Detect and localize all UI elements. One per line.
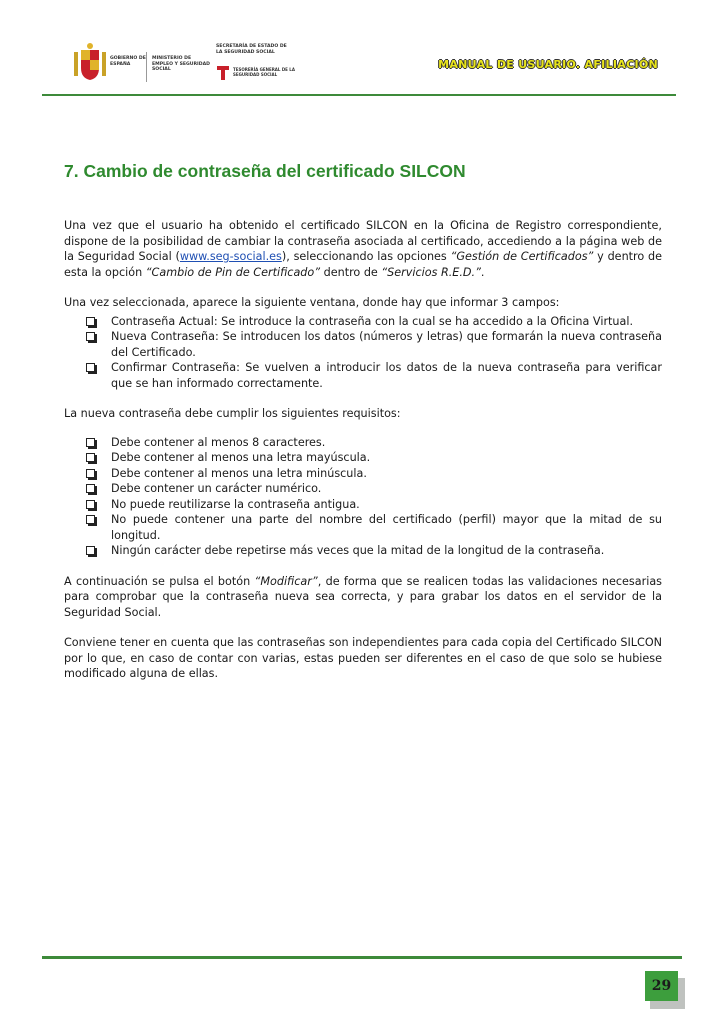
modify-paragraph: A continuación se pulsa el botón “Modificar”, de forma que se realicen todas las validaciones necesarias para comprobar que la contraseña nueva sea correcta, y para grabar los datos en el servidor de la Seguridad Social.: [64, 574, 663, 619]
section-title: 7. Cambio de contraseña del certificado SILCON: [64, 161, 466, 181]
list-item: Debe contener al menos una letra mayúscula.: [86, 450, 662, 466]
checkbox-bullet-icon: [86, 453, 95, 462]
checkbox-bullet-icon: [86, 317, 95, 326]
government-logo: [72, 40, 297, 84]
header-title: MANUAL DE USUARIO. AFILIACIÓN: [438, 58, 658, 71]
page-header: [0, 0, 728, 100]
checkbox-bullet-icon: [86, 363, 95, 372]
page-number: 29: [645, 971, 678, 1001]
option-servicios-red: “Servicios R.E.D.”: [381, 265, 481, 279]
list-item: Debe contener un carácter numérico.: [86, 481, 662, 497]
list-item: Confirmar Contraseña: Se vuelven a introducir los datos de la nueva contraseña para verificar que se han informado correctamente.: [86, 360, 662, 391]
intro-text-3: y dentro de esta la opción: [64, 250, 663, 279]
intro-paragraph: [64, 218, 662, 280]
seg-social-link[interactable]: www.seg-social.es: [179, 250, 282, 263]
intro-text-1: Una vez que el usuario ha obtenido el certificado SILCON en la Oficina de Registro correspondiente, dispone de la posibilidad de cambiar la contraseña asociada al certificado, accediendo a la página web de la Seguridad Social (: [64, 219, 662, 263]
note-paragraph: Conviene tener en cuenta que las contraseñas son independientes para cada copia del Certificado SILCON por lo que, en caso de contar con varias, estas pueden ser diferentes en el caso de que solo se hubiese modificado alguna de ellas.: [64, 636, 662, 680]
option-gestion-certificados: “Gestión de Certificados”: [450, 250, 594, 263]
secretaria-text: SECRETARÍA DE ESTADO DE LA SEGURIDAD SOCIAL: [216, 44, 287, 55]
tgss-logo-icon: [216, 65, 230, 81]
fields-list: [64, 314, 662, 392]
checkbox-bullet-icon: [86, 332, 95, 341]
intro-text-4: dentro de: [320, 265, 382, 279]
header-divider: [42, 94, 676, 96]
coat-of-arms-icon: [72, 42, 108, 82]
checkbox-bullet-icon: [86, 546, 95, 555]
logo-divider: [146, 52, 147, 82]
modificar-button-reference: “Modificar”: [254, 574, 318, 588]
list-item: Nueva Contraseña: Se introducen los datos (números y letras) que formarán la nueva contraseña del Certificado.: [86, 329, 662, 360]
main-content: [64, 218, 662, 697]
gobierno-text: GOBIERNO DE ESPAÑA: [110, 56, 146, 67]
requirements-intro-paragraph: La nueva contraseña debe cumplir los siguientes requisitos:: [64, 407, 401, 420]
tesoreria-text: TESORERÍA GENERAL DE LA SEGURIDAD SOCIAL: [233, 67, 295, 77]
requirements-list: [64, 435, 662, 559]
checkbox-bullet-icon: [86, 500, 95, 509]
list-item: Debe contener al menos 8 caracteres.: [86, 435, 662, 451]
checkbox-bullet-icon: [86, 438, 95, 447]
checkbox-bullet-icon: [86, 515, 95, 524]
ministerio-text: MINISTERIO DE EMPLEO Y SEGURIDAD SOCIAL: [152, 56, 210, 72]
list-item: Debe contener al menos una letra minúscula.: [86, 466, 662, 482]
checkbox-bullet-icon: [86, 484, 95, 493]
window-intro-paragraph: Una vez seleccionada, aparece la siguiente ventana, donde hay que informar 3 campos:: [64, 296, 560, 309]
list-item: No puede reutilizarse la contraseña antigua.: [86, 497, 662, 513]
checkbox-bullet-icon: [86, 469, 95, 478]
list-item: No puede contener una parte del nombre del certificado (perfil) mayor que la mitad de su longitud.: [86, 512, 662, 543]
list-item: Contraseña Actual: Se introduce la contraseña con la cual se ha accedido a la Oficina Virtual.: [86, 314, 662, 330]
intro-text-5: .: [480, 265, 485, 279]
footer-divider: [42, 956, 682, 959]
list-item: Ningún carácter debe repetirse más veces que la mitad de la longitud de la contraseña.: [86, 543, 662, 559]
intro-text-2: ), seleccionando las opciones: [281, 250, 451, 263]
option-cambio-pin: “Cambio de Pin de Certificado”: [145, 265, 321, 279]
